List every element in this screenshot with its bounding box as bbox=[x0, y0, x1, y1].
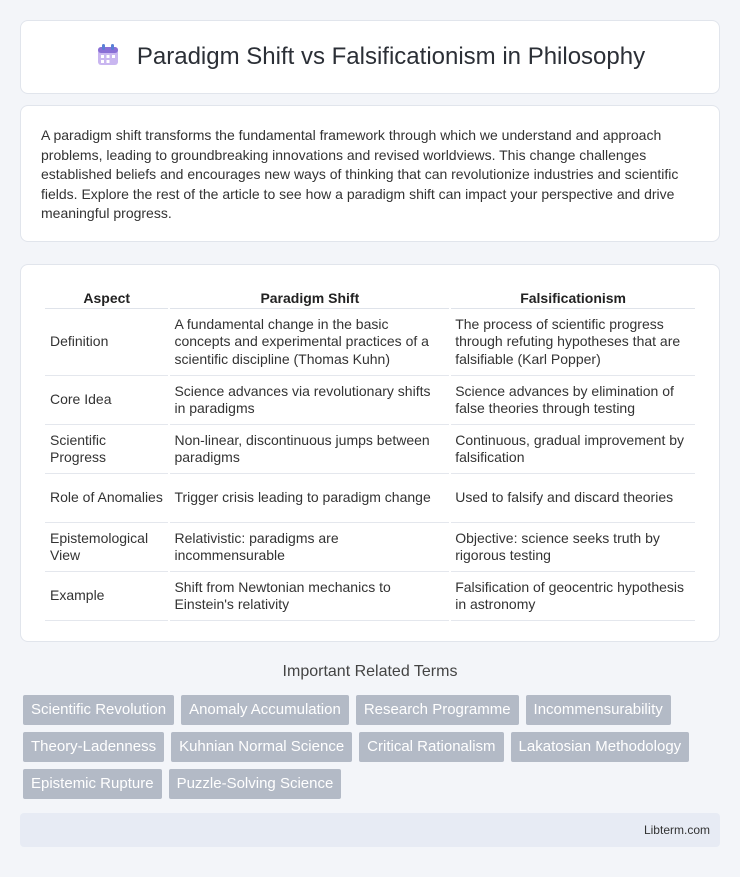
tag-theory-ladenness[interactable]: Theory-Ladenness bbox=[23, 732, 164, 762]
intro-card bbox=[20, 105, 720, 242]
intro-text: A paradigm shift transforms the fundamental framework through which we understand and approach problems, leading to groundbreaking innovations and revised worldviews. This change challenges established beliefs and encourages new ways of thinking that can revolutionize industries and scientific fields. Explore the rest of the article to see how a paradigm shift can impact your perspective and drive meaningful progress. bbox=[41, 127, 679, 221]
cell-falsificationism: The process of scientific progress through refuting hypotheses that are falsifiable (Karl Popper) bbox=[451, 309, 695, 376]
table-row bbox=[45, 425, 695, 474]
header-falsificationism: Falsificationism bbox=[451, 285, 695, 309]
footer-site-link[interactable]: Libterm.com bbox=[643, 823, 710, 837]
tag-puzzle-solving-science[interactable]: Puzzle-Solving Science bbox=[169, 769, 342, 799]
header-aspect: Aspect bbox=[45, 285, 168, 309]
comparison-table bbox=[43, 285, 697, 621]
cell-falsificationism: Objective: science seeks truth by rigorous testing bbox=[451, 523, 695, 572]
cell-paradigm-shift: A fundamental change in the basic concepts and experimental practices of a scientific discipline (Thomas Kuhn) bbox=[170, 309, 449, 376]
footer bbox=[20, 813, 720, 847]
cell-paradigm-shift: Shift from Newtonian mechanics to Einstein's relativity bbox=[170, 572, 449, 621]
cell-aspect: Scientific Progress bbox=[45, 425, 168, 474]
cell-paradigm-shift: Science advances via revolutionary shifts in paradigms bbox=[170, 376, 449, 425]
tag-scientific-revolution[interactable]: Scientific Revolution bbox=[23, 695, 174, 725]
tag-epistemic-rupture[interactable]: Epistemic Rupture bbox=[23, 769, 162, 799]
tag-lakatosian-methodology[interactable]: Lakatosian Methodology bbox=[511, 732, 690, 762]
table-row bbox=[45, 309, 695, 376]
cell-falsificationism: Continuous, gradual improvement by falsification bbox=[451, 425, 695, 474]
cell-falsificationism: Falsification of geocentric hypothesis in astronomy bbox=[451, 572, 695, 621]
header-card bbox=[20, 20, 720, 94]
comparison-table-card bbox=[20, 264, 720, 642]
calendar-icon bbox=[95, 42, 121, 73]
cell-aspect: Example bbox=[45, 572, 168, 621]
tag-research-programme[interactable]: Research Programme bbox=[356, 695, 519, 725]
cell-falsificationism: Used to falsify and discard theories bbox=[451, 474, 695, 523]
cell-aspect: Core Idea bbox=[45, 376, 168, 425]
header-paradigm-shift: Paradigm Shift bbox=[170, 285, 449, 309]
cell-paradigm-shift: Relativistic: paradigms are incommensurable bbox=[170, 523, 449, 572]
tag-anomaly-accumulation[interactable]: Anomaly Accumulation bbox=[181, 695, 349, 725]
tag-kuhnian-normal-science[interactable]: Kuhnian Normal Science bbox=[171, 732, 352, 762]
tag-incommensurability[interactable]: Incommensurability bbox=[526, 695, 671, 725]
tag-critical-rationalism[interactable]: Critical Rationalism bbox=[359, 732, 503, 762]
page-title: Paradigm Shift vs Falsificationism in Philosophy bbox=[136, 43, 646, 70]
table-row bbox=[45, 474, 695, 523]
cell-aspect: Definition bbox=[45, 309, 168, 376]
cell-paradigm-shift: Trigger crisis leading to paradigm change bbox=[170, 474, 449, 523]
cell-falsificationism: Science advances by elimination of false theories through testing bbox=[451, 376, 695, 425]
cell-aspect: Role of Anomalies bbox=[45, 474, 168, 523]
table-row bbox=[45, 572, 695, 621]
table-row bbox=[45, 376, 695, 425]
table-header-row bbox=[45, 285, 695, 309]
related-terms-title: Important Related Terms bbox=[282, 663, 458, 680]
cell-paradigm-shift: Non-linear, discontinuous jumps between paradigms bbox=[170, 425, 449, 474]
table-row bbox=[45, 523, 695, 572]
related-terms-list bbox=[23, 695, 723, 799]
cell-aspect: Epistemological View bbox=[45, 523, 168, 572]
